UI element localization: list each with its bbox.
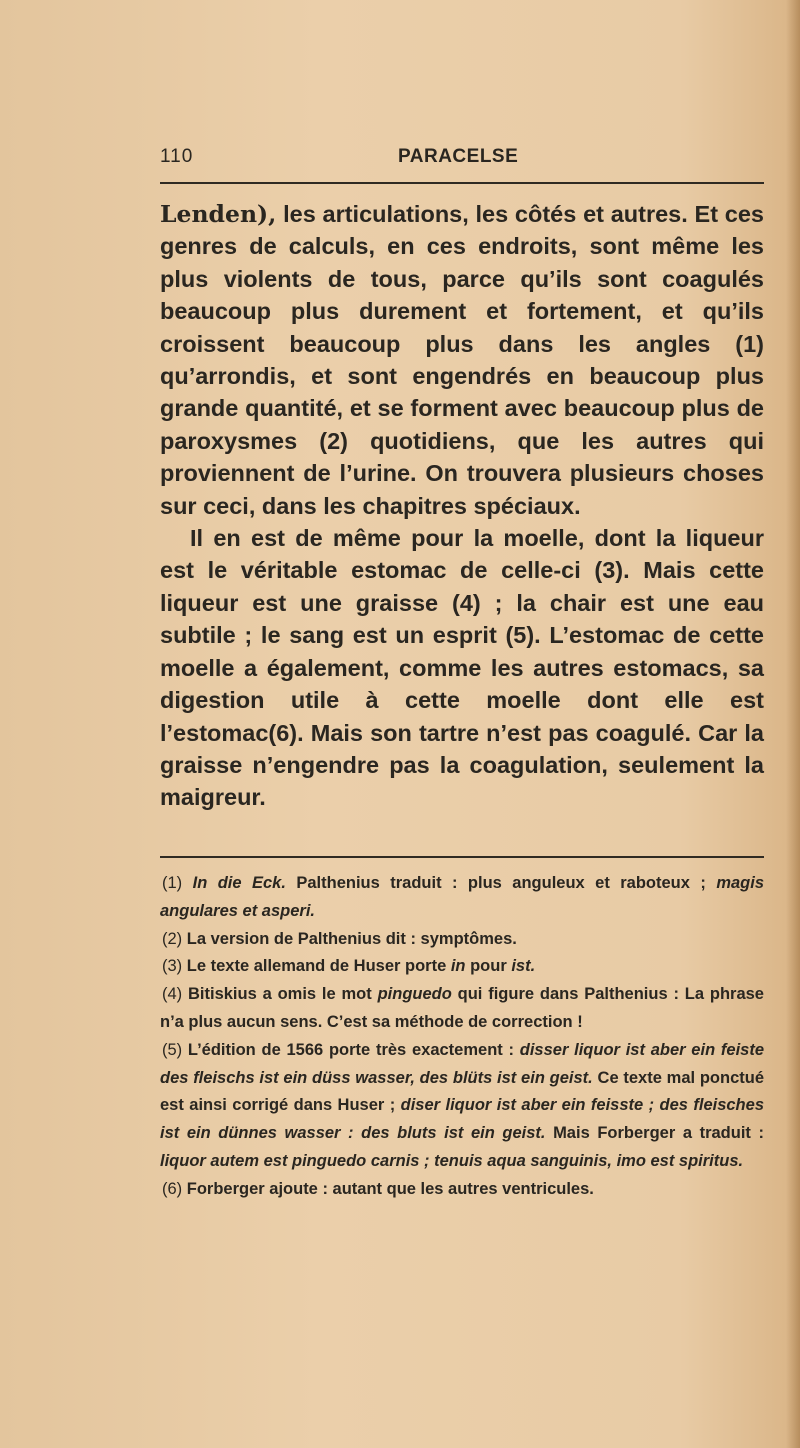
footnote-text: Mais Forberger a traduit : <box>545 1124 764 1143</box>
header-rule <box>160 182 764 184</box>
footnote-italic: disser liquor ist aber ein feiste des fleischs ist ein düss wasser, des blüts ist ein geist. <box>160 1040 764 1087</box>
footnote-6 <box>160 1176 764 1204</box>
main-text <box>160 198 764 814</box>
paragraph-1 <box>160 198 764 522</box>
footnote-text: Forberger ajoute : autant que les autres ventricules. <box>182 1179 594 1198</box>
footnote-italic: magis angulares et asperi. <box>160 874 764 920</box>
page-header <box>160 146 764 174</box>
footnote-italic: diser liquor ist aber ein feisste ; des fleisches ist ein dünnes wasser : des bluts ist ein geist. <box>160 1096 764 1143</box>
footnote-number: (6) <box>162 1179 183 1198</box>
footnote-number: (3) <box>162 957 183 976</box>
paragraph-2: Il en est de même pour la moelle, dont la liqueur est le véritable estomac de celle-ci (3). Mais cette liqueur est une graisse (4) ; la chair est une eau subtile ; le sang est un esprit (5). L’estomac de cette moelle a également, comme les autres estomacs, sa digestion utile à cette moelle dont elle est l’estomac(6). Mais son tartre n’est pas coagulé. Car la graisse n’engendre pas la coagulation, seulement la maigreur. <box>160 525 764 811</box>
footnote-italic: In die Eck. <box>192 874 286 892</box>
fraktur-word: Lenden), <box>160 200 277 228</box>
footnote-text: Le texte allemand de Huser porte <box>182 957 451 976</box>
footnote-number: (1) <box>162 874 183 892</box>
footnote-number: (4) <box>162 985 183 1004</box>
footnote-3 <box>160 953 764 981</box>
footnote-text: La version de Palthenius dit : symptômes. <box>182 929 517 948</box>
footnote-4 <box>160 981 764 1037</box>
footnote-number: (2) <box>162 929 183 948</box>
footnote-rule <box>160 856 764 858</box>
footnote-text: L’édition de 1566 porte très exactement : <box>182 1040 520 1059</box>
footnote-italic: in <box>450 957 466 976</box>
footnote-1 <box>160 870 764 926</box>
page-number: 110 <box>160 146 194 167</box>
footnote-italic: ist. <box>511 957 536 976</box>
footnote-5 <box>160 1037 764 1176</box>
footnote-italic: liquor autem est pinguedo carnis ; tenuis aqua sanguinis, imo est spiritus. <box>160 1151 744 1170</box>
footnote-text: Bitiskius a omis le mot <box>182 985 378 1004</box>
footnote-number: (5) <box>162 1040 183 1059</box>
footnote-text: pour <box>465 957 512 976</box>
footnote-text: Ce texte mal ponctué est ainsi corrigé dans Huser ; <box>160 1068 765 1115</box>
footnote-text: qui figure dans Palthenius : La phrase n’a plus aucun sens. C’est sa méthode de correction ! <box>160 985 764 1031</box>
footnote-2 <box>160 926 764 954</box>
footnote-text: Palthenius traduit : plus anguleux et raboteux ; <box>285 874 717 892</box>
running-title: PARACELSE <box>398 146 519 167</box>
paragraph-1-text: les articulations, les côtés et autres. Et ces genres de calculs, en ces endroits, sont même les plus violents de tous, parce qu’ils sont coagulés beaucoup plus durement et fortement, et qu’ils croissent beaucoup plus dans les angles (1) qu’arrondis, et sont engendrés en beaucoup plus grande quantité, et se forment avec beaucoup plus de paroxysmes (2) quotidiens, que les autres qui proviennent de l’urine. On trouvera plusieurs choses sur ceci, dans les chapitres spéciaux. <box>160 201 764 519</box>
page-edge-shadow <box>786 0 800 1448</box>
footnote-italic: pinguedo <box>377 985 452 1004</box>
footnotes <box>160 870 764 1204</box>
